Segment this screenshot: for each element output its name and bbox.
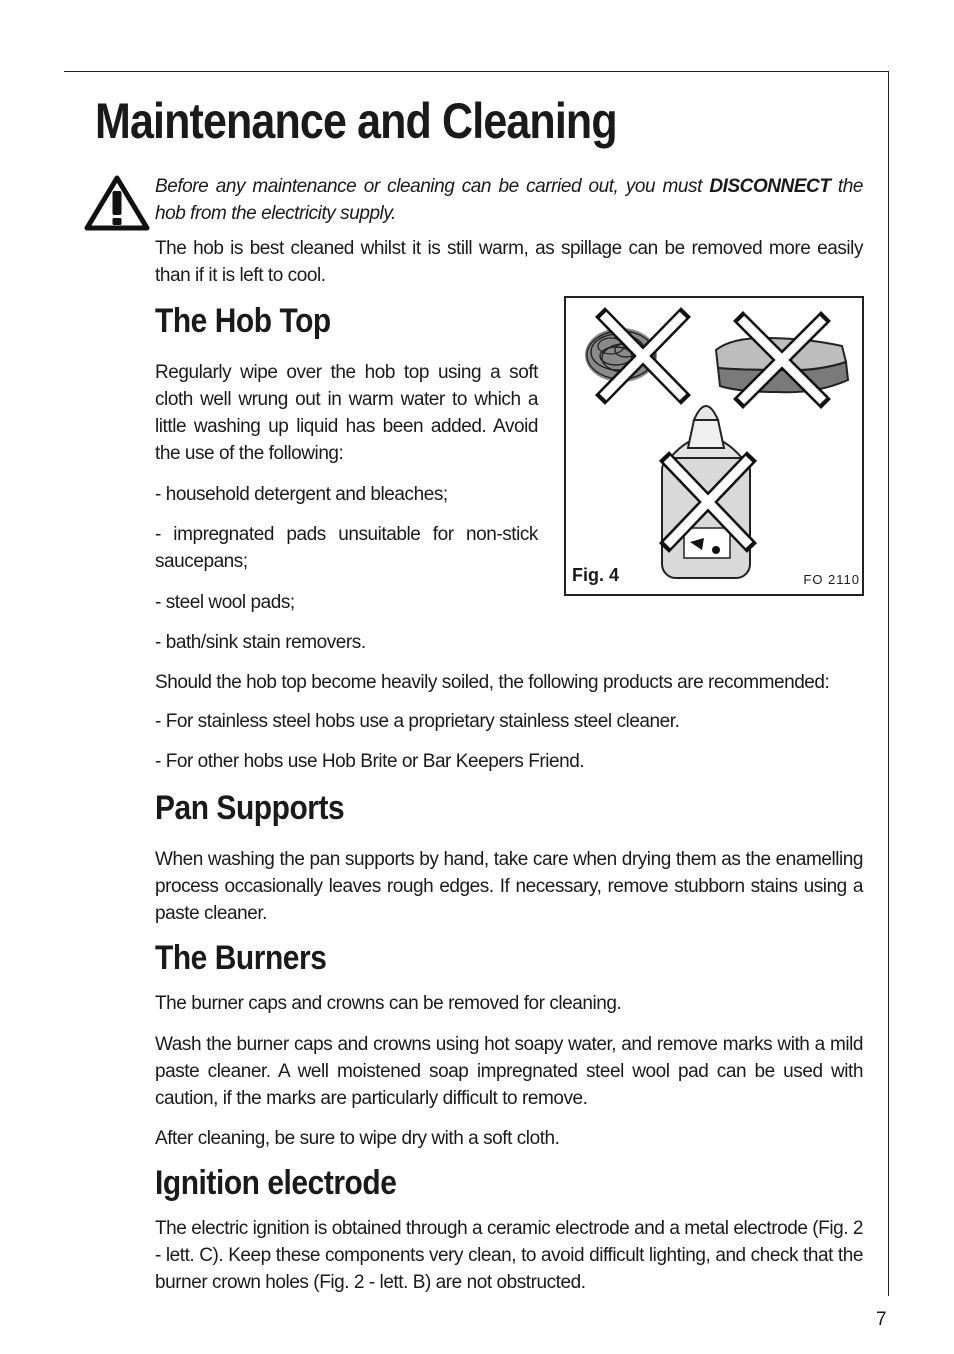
avoid-item: - household detergent and bleaches;	[155, 484, 448, 505]
page-title: Maintenance and Cleaning	[95, 93, 617, 149]
intro-paragraph: The hob is best cleaned whilst it is still warm, as spillage can be removed more easily than if it is left to cool.	[155, 238, 863, 286]
heading-ignition-electrode: Ignition electrode	[155, 1164, 397, 1202]
heading-hob-top: The Hob Top	[155, 302, 331, 340]
top-rule	[64, 71, 889, 72]
figure-code: FO 2110	[803, 572, 860, 587]
warning-emphasis: DISCONNECT	[709, 176, 831, 197]
page-number: 7	[876, 1309, 887, 1330]
avoid-item: - steel wool pads;	[155, 592, 295, 613]
bleach-bottle-crossed-icon	[662, 406, 752, 578]
ignition-paragraph: The electric ignition is obtained through a ceramic electrode and a metal electrode (Fig. 2 - lett. C). Keep these components very clean, to avoid difficult lighting, and check that the burner crown holes (Fig. 2 - lett. B) are not obstructed.	[155, 1218, 863, 1293]
heavily-soiled-paragraph: Should the hob top become heavily soiled, the following products are recommended:	[155, 672, 830, 693]
figure-4	[564, 296, 864, 596]
warning-text-after: the hob from the electricity supply.	[155, 176, 863, 224]
recommended-item: - For other hobs use Hob Brite or Bar Keepers Friend.	[155, 751, 585, 772]
warning-triangle-icon	[84, 175, 150, 231]
right-rule	[888, 71, 889, 1296]
warning-text-before: Before any maintenance or cleaning can be carried out, you must	[155, 176, 710, 197]
warning-text	[155, 173, 863, 227]
avoid-item: - impregnated pads unsuitable for non-stick saucepans;	[155, 524, 538, 572]
hob-top-paragraph: Regularly wipe over the hob top using a soft cloth well wrung out in warm water to which a little washing up liquid has been added. Avoid the use of the following:	[155, 362, 538, 464]
heading-pan-supports: Pan Supports	[155, 789, 345, 827]
pan-supports-paragraph: When washing the pan supports by hand, take care when drying them as the enamelling process occasionally leaves rough edges. If necessary, remove stubborn stains using a paste cleaner.	[155, 849, 863, 924]
figure-label: Fig. 4	[572, 565, 620, 585]
figure-4-illustration	[566, 298, 862, 594]
avoid-item: - bath/sink stain removers.	[155, 632, 366, 653]
heading-burners: The Burners	[155, 939, 327, 977]
recommended-item: - For stainless steel hobs use a proprietary stainless steel cleaner.	[155, 711, 680, 732]
burners-paragraph: After cleaning, be sure to wipe dry with a soft cloth.	[155, 1128, 560, 1149]
scouring-pad-crossed-icon	[716, 316, 848, 404]
burners-paragraph: Wash the burner caps and crowns using hot soapy water, and remove marks with a mild paste cleaner. A well moistened soap impregnated steel wool pad can be used with caution, if the marks are particularly difficult to remove.	[155, 1034, 863, 1109]
steel-wool-crossed-icon	[585, 312, 686, 400]
burners-paragraph: The burner caps and crowns can be removed for cleaning.	[155, 993, 622, 1014]
